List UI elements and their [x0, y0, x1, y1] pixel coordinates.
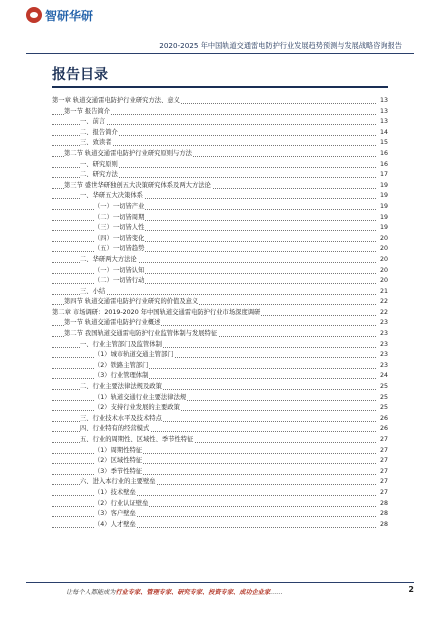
toc-entry-page: 20: [379, 244, 388, 255]
toc-entry-title: 六、进入本行业的主要壁垒: [80, 477, 157, 488]
toc-entry[interactable]: [52, 318, 388, 329]
toc-entry[interactable]: [52, 414, 388, 425]
toc-entry[interactable]: [52, 340, 388, 351]
toc-entry-page: 27: [379, 488, 388, 499]
toc-entry[interactable]: [52, 435, 388, 446]
title-divider: [52, 86, 388, 88]
toc-entry[interactable]: [52, 138, 388, 149]
toc-entry-title: （五）一切皆趋势: [94, 244, 145, 255]
toc-entry-title: （2）支持行业发展的主要政策: [94, 403, 181, 414]
toc-entry-title: （2）行业认证壁垒: [94, 499, 149, 510]
toc-entry[interactable]: [52, 456, 388, 467]
toc-entry-title: （二）一切皆行动: [94, 276, 145, 287]
toc-entry[interactable]: [52, 107, 388, 118]
footer-slogan: [66, 587, 283, 596]
toc-entry-title: 第一章 轨道交通雷电防护行业研究方法、意义: [52, 96, 181, 107]
toc-entry-page: 20: [379, 234, 388, 245]
toc-entry-title: 二、华研两大方法论: [80, 255, 138, 266]
toc-entry[interactable]: [52, 287, 388, 298]
toc-entry[interactable]: [52, 276, 388, 287]
toc-entry[interactable]: [52, 170, 388, 181]
toc-entry-title: 第二节 轨道交通雷电防护行业研究原则与方法: [64, 149, 193, 160]
slogan-prefix: 让每个人都能成为: [66, 589, 116, 596]
toc-entry[interactable]: [52, 160, 388, 171]
toc-entry[interactable]: [52, 213, 388, 224]
toc-entry[interactable]: [52, 181, 388, 192]
toc-entry[interactable]: [52, 234, 388, 245]
toc-entry-title: （1）技术壁垒: [94, 488, 137, 499]
toc-entry-title: 一、前言: [80, 117, 106, 128]
company-logo: [26, 4, 93, 26]
toc-entry-title: （3）行业管理体制: [94, 371, 149, 382]
toc-entry-title: 三、行业技术水平及技术特点: [80, 414, 163, 425]
toc-entry[interactable]: [52, 297, 388, 308]
toc-entry-title: 第二节 我国轨道交通雷电防护行业监管体制与发展特征: [64, 329, 218, 340]
toc-entry-page: 19: [379, 213, 388, 224]
toc-entry-title: （2）区域性特征: [94, 456, 143, 467]
footer-divider: [26, 582, 414, 583]
toc-entry-title: 第二章 市场调研：2019-2020 年中国轨道交通雷电防护行业市场深度调研: [52, 308, 261, 319]
toc-entry-title: （1）轨道交通行业主要法律法规: [94, 393, 187, 404]
toc-entry[interactable]: [52, 382, 388, 393]
toc-entry[interactable]: [52, 446, 388, 457]
toc-entry[interactable]: [52, 308, 388, 319]
toc-entry-page: 27: [379, 435, 388, 446]
toc-entry-page: 26: [379, 414, 388, 425]
toc-entry-page: 27: [379, 467, 388, 478]
toc-entry[interactable]: [52, 255, 388, 266]
toc-entry[interactable]: [52, 266, 388, 277]
toc-entry-title: 第一节 报告简介: [64, 107, 111, 118]
toc-entry-page: 13: [379, 117, 388, 128]
toc-entry-page: 23: [379, 350, 388, 361]
toc-entry[interactable]: [52, 350, 388, 361]
toc-entry-page: 21: [379, 287, 388, 298]
toc-entry-page: 27: [379, 446, 388, 457]
toc-entry-page: 22: [379, 308, 388, 319]
slogan-suffix: ……: [270, 589, 283, 596]
toc-entry[interactable]: [52, 128, 388, 139]
toc-entry-page: 23: [379, 361, 388, 372]
toc-entry-title: 五、行业的周期性、区域性、季节性特征: [80, 435, 194, 446]
toc-entry[interactable]: [52, 403, 388, 414]
toc-entry-title: （3）客户壁垒: [94, 509, 137, 520]
toc-entry-title: 第三节 盛世华研独创五大决策研究体系及两大方法论: [64, 181, 212, 192]
toc-entry-page: 27: [379, 477, 388, 488]
toc-entry[interactable]: [52, 424, 388, 435]
toc-entry-page: 25: [379, 382, 388, 393]
toc-entry[interactable]: [52, 499, 388, 510]
toc-entry-title: 第四节 轨道交通雷电防护行业研究的价值及意义: [64, 297, 199, 308]
page-header: [0, 0, 440, 62]
toc-entry[interactable]: [52, 244, 388, 255]
toc-entry-page: 13: [379, 96, 388, 107]
toc-entry-page: 23: [379, 329, 388, 340]
toc-entry-title: （3）季节性特征: [94, 467, 143, 478]
toc-entry-page: 22: [379, 297, 388, 308]
toc-entry-title: 二、行业主要法律法规及政策: [80, 382, 163, 393]
toc-entry-page: 19: [379, 191, 388, 202]
toc-entry-page: 28: [379, 509, 388, 520]
toc-entry-page: 20: [379, 266, 388, 277]
toc-entry-title: （1）城市轨道交通主管部门: [94, 350, 175, 361]
toc-entry-page: 20: [379, 276, 388, 287]
toc-entry-title: （一）一切皆认知: [94, 266, 145, 277]
toc-entry[interactable]: [52, 191, 388, 202]
toc-entry-title: （2）铁路主管部门: [94, 361, 149, 372]
toc-entry-title: 一、华研五大决策体系: [80, 191, 144, 202]
toc-entry-title: （四）一切皆变化: [94, 234, 145, 245]
toc-entry-page: 23: [379, 318, 388, 329]
toc-entry-title: 二、研究方法: [80, 170, 119, 181]
toc-entry-title: 三、小结: [80, 287, 106, 298]
toc-entry-title: （二）一切皆周期: [94, 213, 145, 224]
toc-entry-page: 15: [379, 138, 388, 149]
toc-entry-page: 28: [379, 520, 388, 531]
toc-entry-page: 24: [379, 371, 388, 382]
toc-entry-title: （一）一切皆产业: [94, 202, 145, 213]
toc-entry-page: 23: [379, 340, 388, 351]
toc-entry-title: 第一节 轨道交通雷电防护行业概述: [64, 318, 161, 329]
toc-entry-title: （4）人才壁垒: [94, 520, 137, 531]
report-title: 2020-2025 年中国轨道交通雷电防护行业发展趋势预测与发展战略咨询报告: [159, 41, 402, 50]
toc-entry[interactable]: [52, 361, 388, 372]
toc-entry-page: 25: [379, 403, 388, 414]
toc-entry[interactable]: [52, 223, 388, 234]
toc-entry[interactable]: [52, 393, 388, 404]
toc-entry-title: 一、行业主管部门及监管体制: [80, 340, 163, 351]
toc-entry-page: 17: [379, 170, 388, 181]
page-number: 2: [408, 585, 414, 594]
toc-entry-page: 13: [379, 107, 388, 118]
toc-entry-page: 14: [379, 128, 388, 139]
header-divider: [26, 53, 414, 54]
toc-entry[interactable]: [52, 520, 388, 531]
page-title: 报告目录: [52, 67, 108, 83]
toc-entry-page: 27: [379, 456, 388, 467]
toc-entry[interactable]: [52, 509, 388, 520]
toc-entry-page: 19: [379, 202, 388, 213]
toc-entry-title: 四、行业特有的经营模式: [80, 424, 150, 435]
logo-emblem-icon: [26, 7, 42, 23]
toc-entry[interactable]: [52, 488, 388, 499]
slogan-highlight: 行业专家、管理专家、研究专家、投资专家、成功企业家: [115, 589, 271, 596]
toc-entry-title: （三）一切皆人性: [94, 223, 145, 234]
toc-entry-page: 20: [379, 255, 388, 266]
toc-entry-title: 二、报告简介: [80, 128, 119, 139]
toc-entry-title: 一、研究原则: [80, 160, 119, 171]
toc-entry-page: 26: [379, 424, 388, 435]
toc-entry-page: 16: [379, 160, 388, 171]
toc-entry[interactable]: [52, 96, 388, 107]
toc-entry-page: 16: [379, 149, 388, 160]
toc-entry-title: （1）周期性特征: [94, 446, 143, 457]
table-of-contents: [52, 96, 388, 530]
toc-entry-page: 19: [379, 181, 388, 192]
toc-entry-page: 28: [379, 499, 388, 510]
toc-entry-page: 25: [379, 393, 388, 404]
toc-entry[interactable]: [52, 117, 388, 128]
toc-entry[interactable]: [52, 202, 388, 213]
toc-entry-title: 三、致读者: [80, 138, 112, 149]
toc-entry[interactable]: [52, 329, 388, 340]
logo-text: 智研华研: [45, 8, 94, 23]
toc-entry[interactable]: [52, 477, 388, 488]
toc-entry[interactable]: [52, 371, 388, 382]
toc-entry[interactable]: [52, 149, 388, 160]
toc-entry-page: 19: [379, 223, 388, 234]
toc-entry[interactable]: [52, 467, 388, 478]
